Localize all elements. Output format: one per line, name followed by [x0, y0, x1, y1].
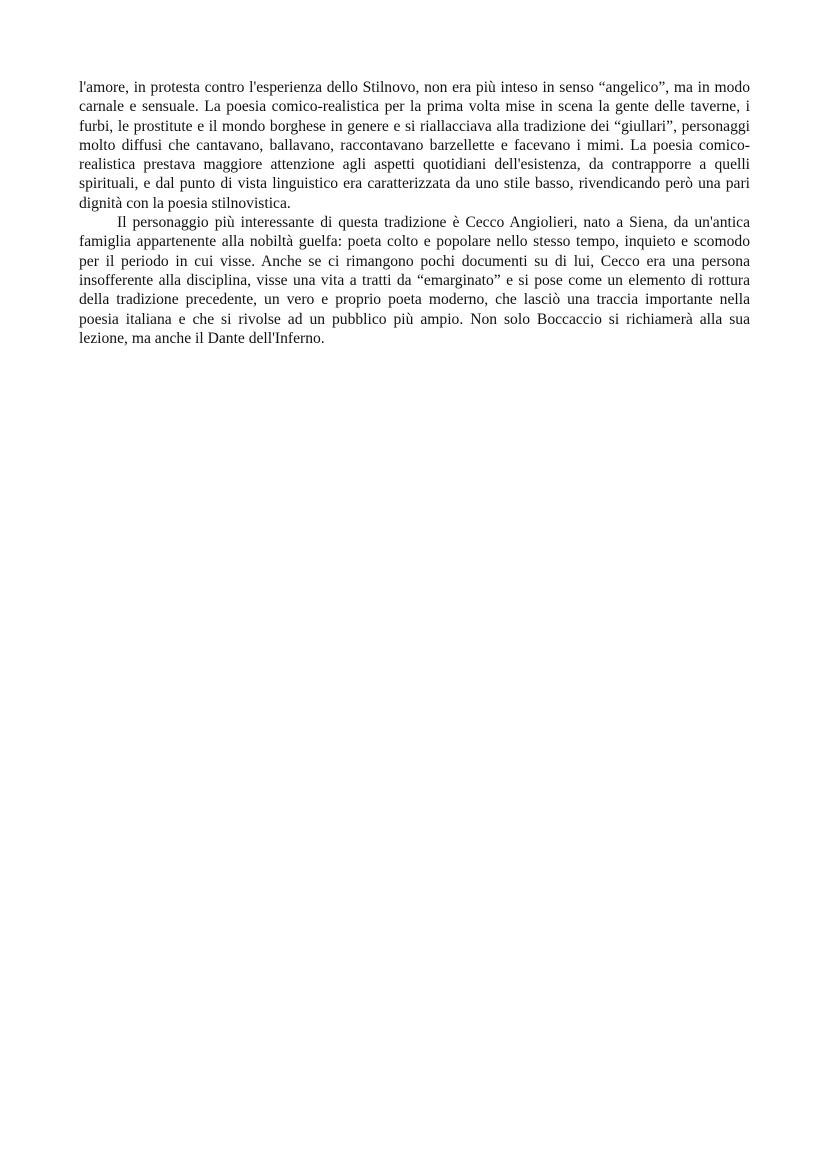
document-page: [79, 78, 750, 348]
paragraph-cecco-angiolieri: Il personaggio più interessante di questa tradizione è Cecco Angiolieri, nato a Siena, da un'antica famiglia appartenente alla nobiltà guelfa: poeta colto e popolare nello stesso tempo, inquieto e scomodo per il periodo in cui visse. Anche se ci rimangono pochi documenti su di lui, Cecco era una persona insofferente alla disciplina, visse una vita a tratti da “emarginato” e si pose come un elemento di rottura della tradizione precedente, un vero e proprio poeta moderno, che lasciò una traccia importante nella poesia italiana e che si rivolse ad un pubblico più ampio. Non solo Boccaccio si richiamerà alla sua lezione, ma anche il Dante dell'Inferno.: [79, 214, 750, 347]
paragraph-comico-realistica: l'amore, in protesta contro l'esperienza dello Stilnovo, non era più inteso in senso “angelico”, ma in modo carnale e sensuale. La poesia comico-realistica per la prima volta mise in scena la gente delle taverne, i furbi, le prostitute e il mondo borghese in genere e si riallacciava alla tradizione dei “giullari”, personaggi molto diffusi che cantavano, ballavano, raccontavano barzellette e facevano i mimi. La poesia comico-realistica prestava maggiore attenzione agli aspetti quotidiani dell'esistenza, da contrapporre a quelli spirituali, e dal punto di vista linguistico era caratterizzata da uno stile basso, rivendicando però una pari dignità con la poesia stilnovistica.: [79, 79, 750, 212]
